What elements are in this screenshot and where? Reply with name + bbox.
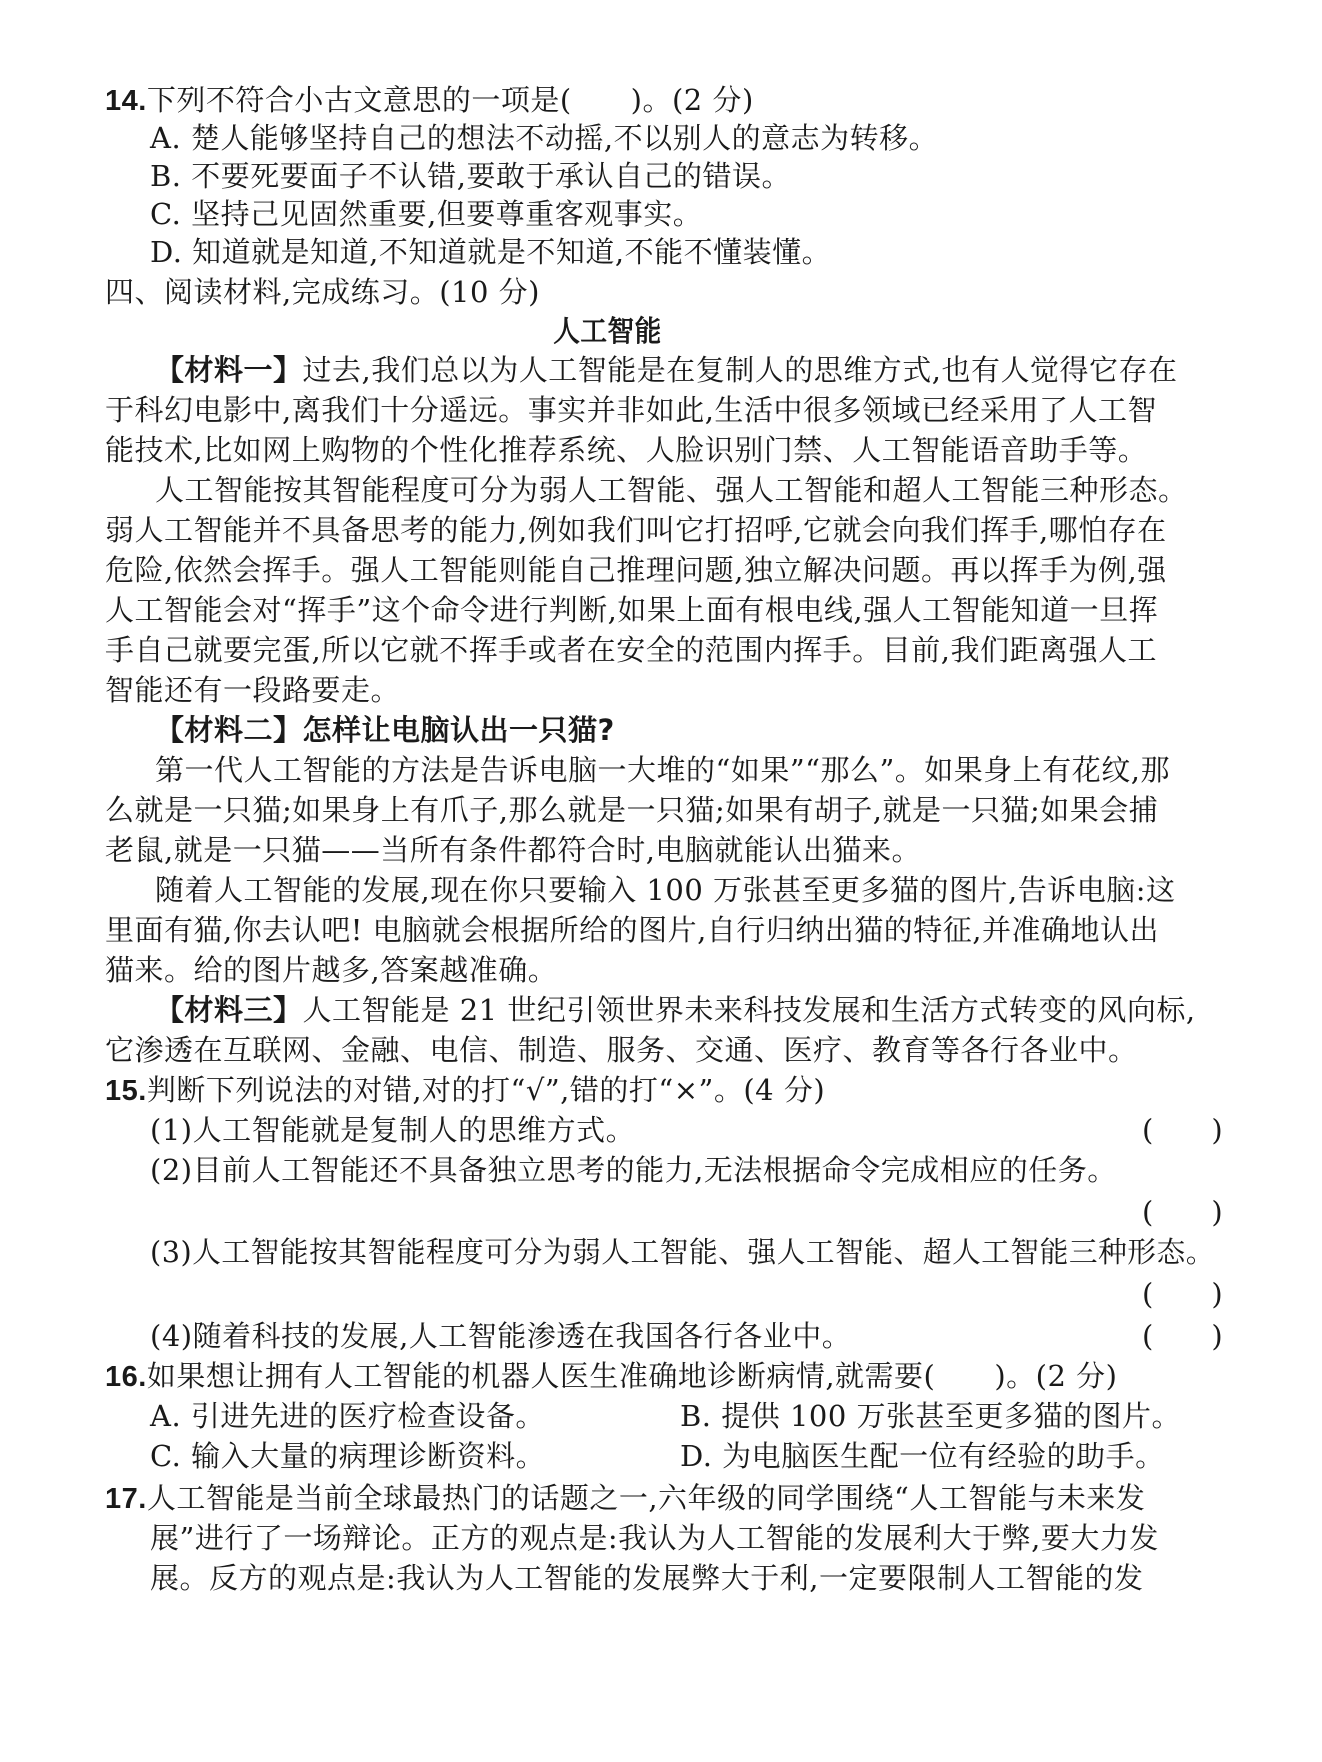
q15-item-2: (2)目前人工智能还不具备独立思考的能力,无法根据命令完成相应的任务。 [150,1153,1117,1187]
material2-line-3: 老鼠,就是一只猫——当所有条件都符合时,电脑就能认出猫来。 [105,833,921,867]
q16-option-c: C. 输入大量的病理诊断资料。 [150,1439,546,1473]
q14-stem [105,80,754,121]
q15-item-1: (1)人工智能就是复制人的思维方式。 [150,1113,636,1147]
q14-stem-text: 下列不符合小古文意思的一项是( )。(2 分) [146,83,754,117]
q17-text: 人工智能是当前全球最热门的话题之一,六年级的同学围绕“人工智能与未来发 [146,1481,1146,1515]
q16-number: 16. [105,1361,147,1393]
q15-answer-blank-2[interactable]: ( ) [1142,1195,1223,1229]
q15-stem [105,1070,825,1111]
q15-stem-text: 判断下列说法的对错,对的打“√”,错的打“×”。(4 分) [146,1073,826,1107]
material1-line-4: 人工智能按其智能程度可分为弱人工智能、强人工智能和超人工智能三种形态。 [155,473,1188,507]
material2-line-2: 么就是一只猫;如果身上有爪子,那么就是一只猫;如果有胡子,就是一只猫;如果会捕 [105,793,1159,827]
q16-stem [105,1356,1117,1397]
material2-label: 【材料二】 [155,713,303,747]
material1-line-8: 手自己就要完蛋,所以它就不挥手或者在安全的范围内挥手。目前,我们距离强人工 [105,633,1157,667]
q17-line-2: 展”进行了一场辩论。正方的观点是:我认为人工智能的发展利大于弊,要大力发 [150,1521,1159,1555]
material2-heading-text: 怎样让电脑认出一只猫? [302,713,615,747]
q16-option-a: A. 引进先进的医疗检查设备。 [150,1399,545,1433]
q15-item-3: (3)人工智能按其智能程度可分为弱人工智能、强人工智能、超人工智能三种形态。 [150,1235,1215,1269]
q14-option-b: B. 不要死要面子不认错,要敢于承认自己的错误。 [150,159,791,193]
q15-answer-blank-1[interactable]: ( ) [1142,1113,1223,1147]
material1-line-1 [155,350,1177,390]
material1-line-5: 弱人工智能并不具备思考的能力,例如我们叫它打招呼,它就会向我们挥手,哪怕存在 [105,513,1167,547]
material3-label: 【材料三】 [155,993,303,1027]
material3-text: 人工智能是 21 世纪引领世界未来科技发展和生活方式转变的风向标, [302,993,1196,1027]
q16-option-d: D. 为电脑医生配一位有经验的助手。 [680,1439,1165,1473]
q14-option-a: A. 楚人能够坚持自己的想法不动摇,不以别人的意志为转移。 [150,121,939,155]
material2-heading [155,710,615,750]
reading-title: 人工智能 [553,314,662,348]
material1-line-6: 危险,依然会挥手。强人工智能则能自己推理问题,独立解决问题。再以挥手为例,强 [105,553,1167,587]
q17-line-1 [105,1478,1145,1519]
q15-item-4: (4)随着科技的发展,人工智能渗透在我国各行各业中。 [150,1319,852,1353]
material2-line-1: 第一代人工智能的方法是告诉电脑一大堆的“如果”“那么”。如果身上有花纹,那 [155,753,1171,787]
q17-number: 17. [105,1483,147,1515]
material2-line-6: 猫来。给的图片越多,答案越准确。 [105,953,558,987]
q15-number: 15. [105,1075,147,1107]
material1-label: 【材料一】 [155,353,303,387]
material1-line-3: 能技术,比如网上购物的个性化推荐系统、人脸识别门禁、人工智能语音助手等。 [105,433,1148,467]
q16-option-b: B. 提供 100 万张甚至更多猫的图片。 [680,1399,1182,1433]
material1-text: 过去,我们总以为人工智能是在复制人的思维方式,也有人觉得它存在 [302,353,1178,387]
q14-number: 14. [105,85,147,117]
q17-line-3: 展。反方的观点是:我认为人工智能的发展弊大于利,一定要限制人工智能的发 [150,1561,1144,1595]
material2-line-4: 随着人工智能的发展,现在你只要输入 100 万张甚至更多猫的图片,告诉电脑:这 [155,873,1176,907]
material1-line-9: 智能还有一段路要走。 [105,673,401,707]
q14-option-c: C. 坚持己见固然重要,但要尊重客观事实。 [150,197,703,231]
material3-line-1 [155,990,1196,1030]
q15-answer-blank-3[interactable]: ( ) [1142,1277,1223,1311]
q15-answer-blank-4[interactable]: ( ) [1142,1319,1223,1353]
q14-option-d: D. 知道就是知道,不知道就是不知道,不能不懂装懂。 [150,235,832,269]
q16-stem-text: 如果想让拥有人工智能的机器人医生准确地诊断病情,就需要( )。(2 分) [146,1359,1118,1393]
material3-line-2: 它渗透在互联网、金融、电信、制造、服务、交通、医疗、教育等各行各业中。 [105,1033,1138,1067]
material1-line-7: 人工智能会对“挥手”这个命令进行判断,如果上面有根电线,强人工智能知道一旦挥 [105,593,1159,627]
material1-line-2: 于科幻电影中,离我们十分遥远。事实并非如此,生活中很多领域已经采用了人工智 [105,393,1157,427]
material2-line-5: 里面有猫,你去认吧! 电脑就会根据所给的图片,自行归纳出猫的特征,并准确地认出 [105,913,1160,947]
section-heading: 四、阅读材料,完成练习。(10 分) [105,275,540,309]
